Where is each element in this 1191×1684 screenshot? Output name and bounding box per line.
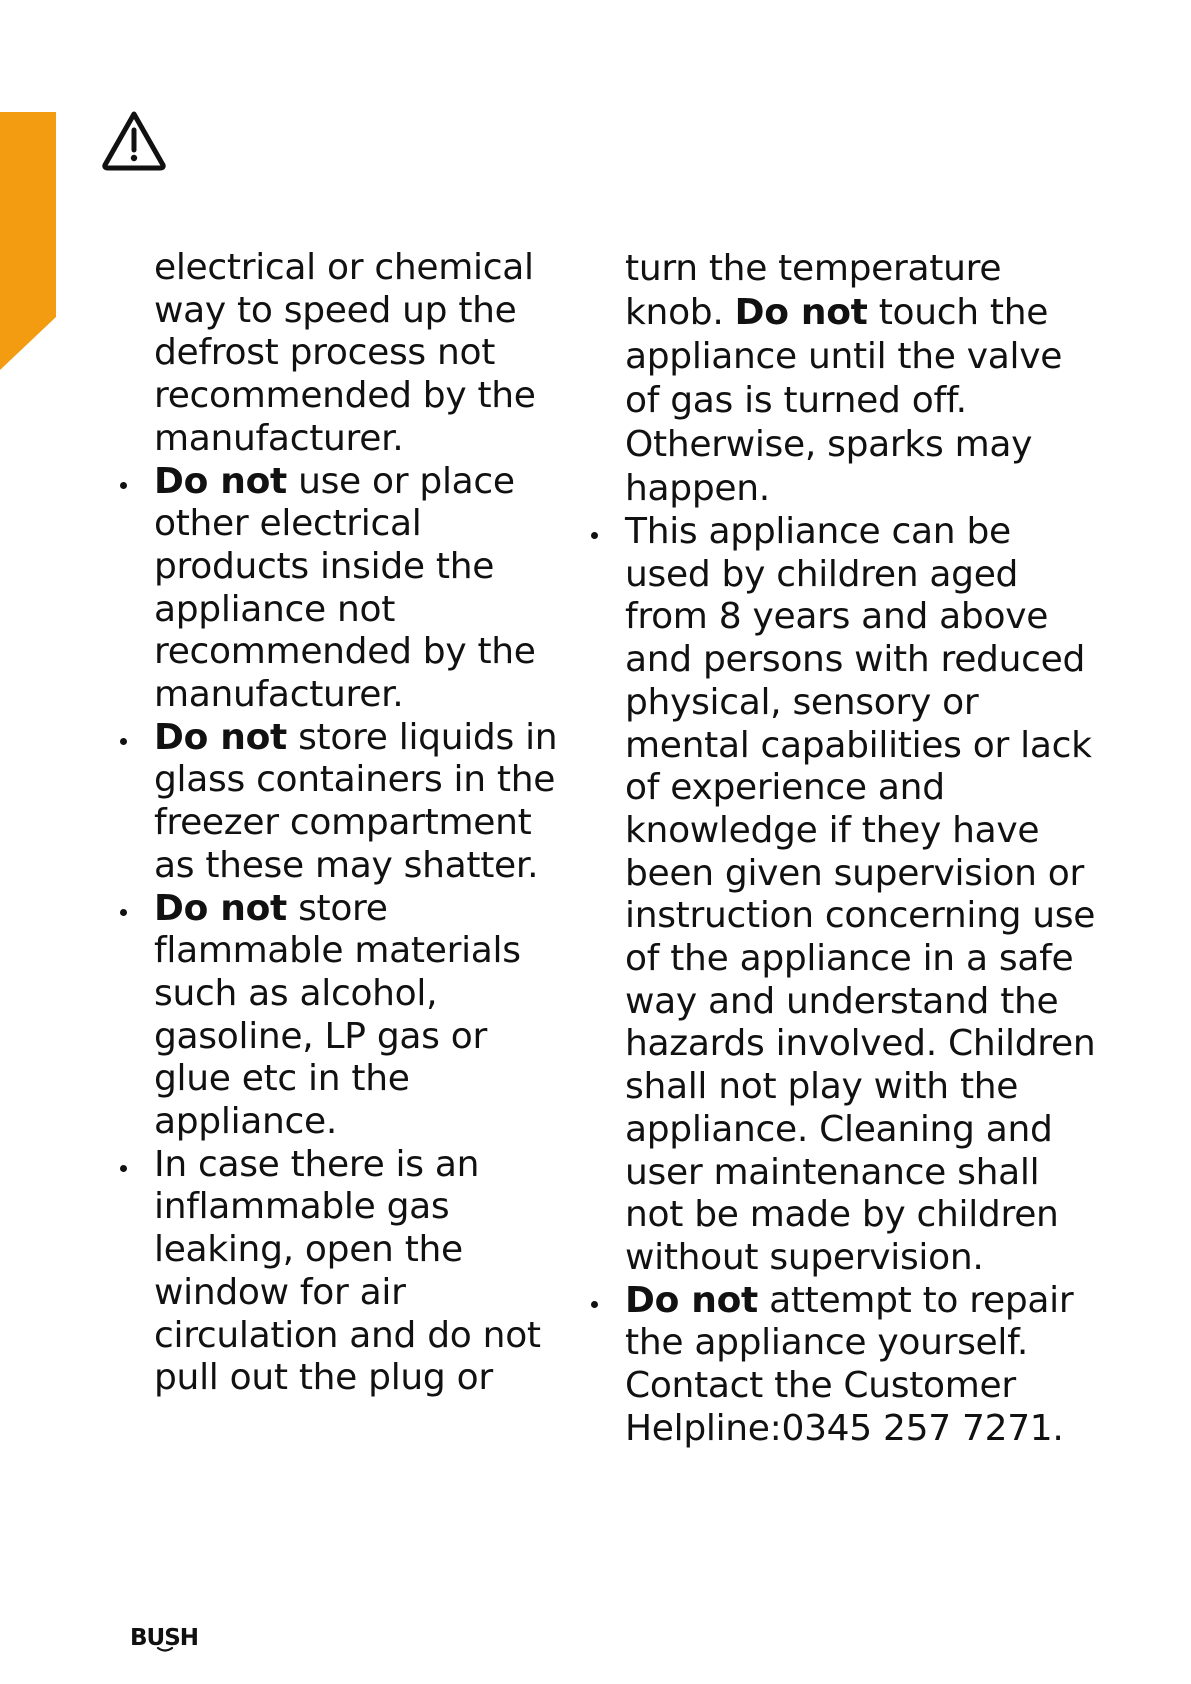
continued-paragraph: electrical or chemical way to speed up the defrost process not recommended by the manufacturer. xyxy=(154,247,536,459)
item-text: This appliance can be used by children aged from 8 years and above and persons with reduced physical, sensory or mental capabilities or lack of experience and knowledge if they have been given supervision or instruction concerning use of the appliance in a safe way and understand the hazards involved. Children shall not play with the appliance. Cleaning and user maintenance shall not be made by children without supervision. xyxy=(625,511,1096,1278)
continuation-text: touch the appliance until the valve of gas is turned off. Otherwise, sparks may happen. xyxy=(625,292,1063,509)
emphasis: Do not xyxy=(625,1279,758,1321)
list-item xyxy=(154,461,574,717)
item-text: store flammable materials such as alcohol, gasoline, LP gas or glue etc in the appliance. xyxy=(154,887,521,1143)
svg-text:BUSH: BUSH xyxy=(130,1625,199,1651)
list-item xyxy=(154,1144,574,1400)
item-text: use or place other electrical products inside the appliance not recommended by the manufacturer. xyxy=(154,460,536,716)
list-item xyxy=(625,511,1105,1280)
emphasis: Do not xyxy=(734,292,868,333)
emphasis: Do not xyxy=(154,887,287,929)
emphasis: Do not xyxy=(154,716,287,758)
list-item xyxy=(154,888,574,1144)
item-text: attempt to repair the appliance yourself. Contact the Customer Helpline:0345 257 7271. xyxy=(625,1279,1074,1449)
right-column xyxy=(625,247,1105,1450)
item-text: In case there is an inflammable gas leaking, open the window for air circulation and do not pull out the plug or xyxy=(154,1143,541,1399)
bush-logo xyxy=(130,1623,204,1653)
emphasis: Do not xyxy=(154,460,287,502)
warning-triangle-icon xyxy=(100,108,168,172)
section-tab-marker xyxy=(0,112,56,370)
continued-paragraph xyxy=(625,247,1105,511)
item-text: store liquids in glass containers in the freezer compartment as these may shatter. xyxy=(154,716,558,886)
left-column xyxy=(154,247,574,1400)
list-item xyxy=(625,1280,1105,1451)
continuation-text: turn the temperature knob. xyxy=(625,248,1002,333)
list-item xyxy=(154,717,574,888)
